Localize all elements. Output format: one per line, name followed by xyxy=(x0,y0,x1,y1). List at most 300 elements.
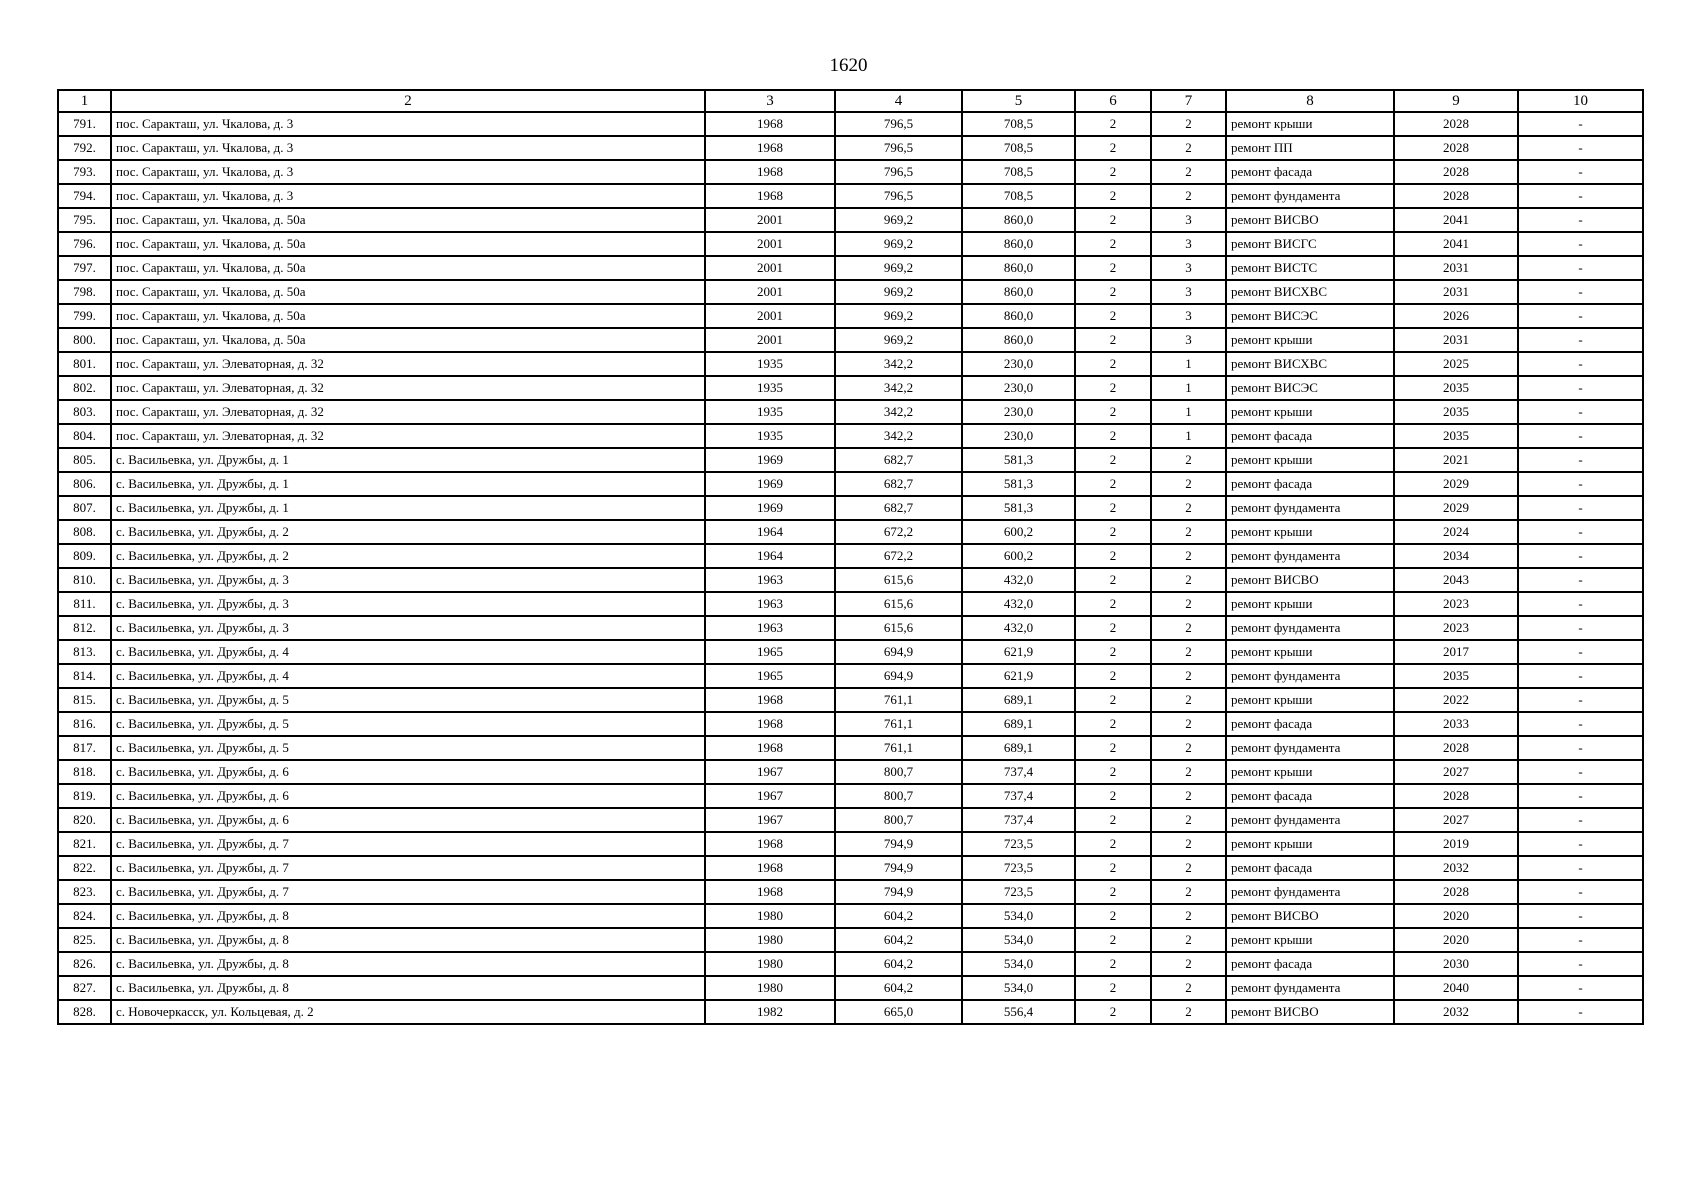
work-type-cell: ремонт ПП xyxy=(1226,136,1394,160)
year-built-cell: 1969 xyxy=(705,448,835,472)
year-built-cell: 1935 xyxy=(705,352,835,376)
living-area-cell: 534,0 xyxy=(962,904,1075,928)
note-cell: - xyxy=(1518,496,1643,520)
total-area-cell: 604,2 xyxy=(835,976,962,1000)
work-type-cell: ремонт крыши xyxy=(1226,640,1394,664)
floors-cell: 2 xyxy=(1075,232,1151,256)
floors-cell: 2 xyxy=(1075,208,1151,232)
row-number-cell: 828. xyxy=(58,1000,111,1024)
note-cell: - xyxy=(1518,928,1643,952)
note-cell: - xyxy=(1518,856,1643,880)
entrances-cell: 1 xyxy=(1151,376,1226,400)
total-area-cell: 800,7 xyxy=(835,784,962,808)
work-type-cell: ремонт ВИСВО xyxy=(1226,1000,1394,1024)
address-cell: пос. Саракташ, ул. Чкалова, д. 50а xyxy=(111,304,705,328)
total-area-cell: 969,2 xyxy=(835,280,962,304)
total-area-cell: 694,9 xyxy=(835,640,962,664)
address-cell: с. Васильевка, ул. Дружбы, д. 3 xyxy=(111,616,705,640)
address-cell: с. Новочеркасск, ул. Кольцевая, д. 2 xyxy=(111,1000,705,1024)
living-area-cell: 432,0 xyxy=(962,592,1075,616)
total-area-cell: 969,2 xyxy=(835,256,962,280)
note-cell: - xyxy=(1518,976,1643,1000)
planned-year-cell: 2032 xyxy=(1394,1000,1518,1024)
living-area-cell: 860,0 xyxy=(962,328,1075,352)
table-row xyxy=(58,520,1643,544)
work-type-cell: ремонт фундамента xyxy=(1226,616,1394,640)
total-area-cell: 342,2 xyxy=(835,400,962,424)
planned-year-cell: 2028 xyxy=(1394,136,1518,160)
entrances-cell: 3 xyxy=(1151,280,1226,304)
living-area-cell: 708,5 xyxy=(962,112,1075,136)
note-cell: - xyxy=(1518,304,1643,328)
note-cell: - xyxy=(1518,808,1643,832)
table-row xyxy=(58,472,1643,496)
address-cell: с. Васильевка, ул. Дружбы, д. 6 xyxy=(111,808,705,832)
work-type-cell: ремонт фасада xyxy=(1226,712,1394,736)
year-built-cell: 2001 xyxy=(705,232,835,256)
work-type-cell: ремонт фасада xyxy=(1226,472,1394,496)
floors-cell: 2 xyxy=(1075,352,1151,376)
living-area-cell: 534,0 xyxy=(962,928,1075,952)
total-area-cell: 800,7 xyxy=(835,760,962,784)
living-area-cell: 556,4 xyxy=(962,1000,1075,1024)
floors-cell: 2 xyxy=(1075,520,1151,544)
address-cell: с. Васильевка, ул. Дружбы, д. 8 xyxy=(111,952,705,976)
living-area-cell: 860,0 xyxy=(962,304,1075,328)
planned-year-cell: 2031 xyxy=(1394,256,1518,280)
living-area-cell: 621,9 xyxy=(962,664,1075,688)
note-cell: - xyxy=(1518,328,1643,352)
work-type-cell: ремонт крыши xyxy=(1226,760,1394,784)
total-area-cell: 665,0 xyxy=(835,1000,962,1024)
row-number-cell: 824. xyxy=(58,904,111,928)
work-type-cell: ремонт крыши xyxy=(1226,592,1394,616)
year-built-cell: 2001 xyxy=(705,328,835,352)
table-row xyxy=(58,304,1643,328)
floors-cell: 2 xyxy=(1075,760,1151,784)
address-cell: с. Васильевка, ул. Дружбы, д. 7 xyxy=(111,856,705,880)
living-area-cell: 723,5 xyxy=(962,880,1075,904)
planned-year-cell: 2032 xyxy=(1394,856,1518,880)
table-row xyxy=(58,616,1643,640)
entrances-cell: 3 xyxy=(1151,232,1226,256)
note-cell: - xyxy=(1518,424,1643,448)
living-area-cell: 860,0 xyxy=(962,280,1075,304)
total-area-cell: 694,9 xyxy=(835,664,962,688)
floors-cell: 2 xyxy=(1075,112,1151,136)
address-cell: с. Васильевка, ул. Дружбы, д. 4 xyxy=(111,640,705,664)
work-type-cell: ремонт фасада xyxy=(1226,424,1394,448)
living-area-cell: 230,0 xyxy=(962,400,1075,424)
living-area-cell: 230,0 xyxy=(962,424,1075,448)
work-type-cell: ремонт фундамента xyxy=(1226,808,1394,832)
living-area-cell: 432,0 xyxy=(962,616,1075,640)
note-cell: - xyxy=(1518,112,1643,136)
floors-cell: 2 xyxy=(1075,424,1151,448)
entrances-cell: 2 xyxy=(1151,928,1226,952)
address-cell: пос. Саракташ, ул. Чкалова, д. 3 xyxy=(111,136,705,160)
floors-cell: 2 xyxy=(1075,808,1151,832)
entrances-cell: 2 xyxy=(1151,880,1226,904)
entrances-cell: 2 xyxy=(1151,520,1226,544)
row-number-cell: 812. xyxy=(58,616,111,640)
row-number-cell: 797. xyxy=(58,256,111,280)
living-area-cell: 737,4 xyxy=(962,808,1075,832)
table-row xyxy=(58,928,1643,952)
entrances-cell: 2 xyxy=(1151,496,1226,520)
row-number-cell: 800. xyxy=(58,328,111,352)
living-area-cell: 581,3 xyxy=(962,472,1075,496)
note-cell: - xyxy=(1518,904,1643,928)
year-built-cell: 1935 xyxy=(705,424,835,448)
total-area-cell: 800,7 xyxy=(835,808,962,832)
address-cell: с. Васильевка, ул. Дружбы, д. 8 xyxy=(111,904,705,928)
work-type-cell: ремонт фундамента xyxy=(1226,184,1394,208)
row-number-cell: 802. xyxy=(58,376,111,400)
header-row xyxy=(58,90,1643,112)
living-area-cell: 689,1 xyxy=(962,712,1075,736)
planned-year-cell: 2025 xyxy=(1394,352,1518,376)
row-number-cell: 803. xyxy=(58,400,111,424)
note-cell: - xyxy=(1518,952,1643,976)
table-header xyxy=(58,90,1643,112)
planned-year-cell: 2029 xyxy=(1394,496,1518,520)
year-built-cell: 1967 xyxy=(705,760,835,784)
total-area-cell: 342,2 xyxy=(835,424,962,448)
note-cell: - xyxy=(1518,544,1643,568)
year-built-cell: 2001 xyxy=(705,280,835,304)
floors-cell: 2 xyxy=(1075,664,1151,688)
living-area-cell: 534,0 xyxy=(962,952,1075,976)
year-built-cell: 2001 xyxy=(705,208,835,232)
entrances-cell: 2 xyxy=(1151,448,1226,472)
living-area-cell: 860,0 xyxy=(962,232,1075,256)
row-number-cell: 815. xyxy=(58,688,111,712)
address-cell: пос. Саракташ, ул. Элеваторная, д. 32 xyxy=(111,400,705,424)
living-area-cell: 860,0 xyxy=(962,208,1075,232)
year-built-cell: 1969 xyxy=(705,496,835,520)
planned-year-cell: 2027 xyxy=(1394,808,1518,832)
year-built-cell: 1964 xyxy=(705,520,835,544)
planned-year-cell: 2028 xyxy=(1394,784,1518,808)
total-area-cell: 682,7 xyxy=(835,448,962,472)
row-number-cell: 826. xyxy=(58,952,111,976)
note-cell: - xyxy=(1518,208,1643,232)
year-built-cell: 2001 xyxy=(705,304,835,328)
note-cell: - xyxy=(1518,616,1643,640)
work-type-cell: ремонт фундамента xyxy=(1226,544,1394,568)
floors-cell: 2 xyxy=(1075,136,1151,160)
row-number-cell: 813. xyxy=(58,640,111,664)
work-type-cell: ремонт ВИСХВС xyxy=(1226,280,1394,304)
address-cell: с. Васильевка, ул. Дружбы, д. 1 xyxy=(111,472,705,496)
work-type-cell: ремонт фундамента xyxy=(1226,736,1394,760)
floors-cell: 2 xyxy=(1075,304,1151,328)
work-type-cell: ремонт ВИСТС xyxy=(1226,256,1394,280)
row-number-cell: 825. xyxy=(58,928,111,952)
row-number-cell: 799. xyxy=(58,304,111,328)
table-row xyxy=(58,688,1643,712)
row-number-cell: 814. xyxy=(58,664,111,688)
total-area-cell: 794,9 xyxy=(835,856,962,880)
year-built-cell: 1969 xyxy=(705,472,835,496)
planned-year-cell: 2028 xyxy=(1394,184,1518,208)
note-cell: - xyxy=(1518,736,1643,760)
address-cell: с. Васильевка, ул. Дружбы, д. 6 xyxy=(111,784,705,808)
table-row xyxy=(58,784,1643,808)
planned-year-cell: 2028 xyxy=(1394,160,1518,184)
year-built-cell: 1980 xyxy=(705,952,835,976)
work-type-cell: ремонт крыши xyxy=(1226,832,1394,856)
note-cell: - xyxy=(1518,784,1643,808)
living-area-cell: 860,0 xyxy=(962,256,1075,280)
planned-year-cell: 2021 xyxy=(1394,448,1518,472)
work-type-cell: ремонт ВИСЭС xyxy=(1226,376,1394,400)
note-cell: - xyxy=(1518,184,1643,208)
note-cell: - xyxy=(1518,640,1643,664)
year-built-cell: 2001 xyxy=(705,256,835,280)
floors-cell: 2 xyxy=(1075,1000,1151,1024)
table-row xyxy=(58,328,1643,352)
total-area-cell: 969,2 xyxy=(835,232,962,256)
floors-cell: 2 xyxy=(1075,784,1151,808)
floors-cell: 2 xyxy=(1075,928,1151,952)
note-cell: - xyxy=(1518,352,1643,376)
address-cell: пос. Саракташ, ул. Чкалова, д. 50а xyxy=(111,208,705,232)
work-type-cell: ремонт фасада xyxy=(1226,784,1394,808)
address-cell: с. Васильевка, ул. Дружбы, д. 3 xyxy=(111,592,705,616)
row-number-cell: 810. xyxy=(58,568,111,592)
table-row xyxy=(58,232,1643,256)
floors-cell: 2 xyxy=(1075,976,1151,1000)
floors-cell: 2 xyxy=(1075,400,1151,424)
address-cell: пос. Саракташ, ул. Чкалова, д. 50а xyxy=(111,256,705,280)
note-cell: - xyxy=(1518,520,1643,544)
total-area-cell: 796,5 xyxy=(835,136,962,160)
year-built-cell: 1963 xyxy=(705,616,835,640)
year-built-cell: 1980 xyxy=(705,976,835,1000)
address-cell: с. Васильевка, ул. Дружбы, д. 2 xyxy=(111,520,705,544)
entrances-cell: 2 xyxy=(1151,688,1226,712)
living-area-cell: 600,2 xyxy=(962,520,1075,544)
work-type-cell: ремонт ВИСВО xyxy=(1226,568,1394,592)
entrances-cell: 2 xyxy=(1151,952,1226,976)
planned-year-cell: 2028 xyxy=(1394,736,1518,760)
table-row xyxy=(58,664,1643,688)
living-area-cell: 230,0 xyxy=(962,352,1075,376)
table-row xyxy=(58,376,1643,400)
row-number-cell: 822. xyxy=(58,856,111,880)
table-row xyxy=(58,136,1643,160)
year-built-cell: 1968 xyxy=(705,880,835,904)
entrances-cell: 2 xyxy=(1151,712,1226,736)
work-type-cell: ремонт крыши xyxy=(1226,400,1394,424)
year-built-cell: 1935 xyxy=(705,400,835,424)
address-cell: пос. Саракташ, ул. Элеваторная, д. 32 xyxy=(111,376,705,400)
living-area-cell: 737,4 xyxy=(962,760,1075,784)
table-row xyxy=(58,880,1643,904)
entrances-cell: 2 xyxy=(1151,544,1226,568)
row-number-cell: 801. xyxy=(58,352,111,376)
year-built-cell: 1968 xyxy=(705,184,835,208)
year-built-cell: 1965 xyxy=(705,640,835,664)
address-cell: с. Васильевка, ул. Дружбы, д. 3 xyxy=(111,568,705,592)
total-area-cell: 682,7 xyxy=(835,472,962,496)
address-cell: пос. Саракташ, ул. Чкалова, д. 50а xyxy=(111,232,705,256)
year-built-cell: 1968 xyxy=(705,136,835,160)
table-row xyxy=(58,280,1643,304)
planned-year-cell: 2041 xyxy=(1394,232,1518,256)
table-row xyxy=(58,952,1643,976)
table-row xyxy=(58,832,1643,856)
work-type-cell: ремонт крыши xyxy=(1226,520,1394,544)
row-number-cell: 821. xyxy=(58,832,111,856)
planned-year-cell: 2027 xyxy=(1394,760,1518,784)
entrances-cell: 1 xyxy=(1151,352,1226,376)
entrances-cell: 3 xyxy=(1151,328,1226,352)
year-built-cell: 1967 xyxy=(705,808,835,832)
note-cell: - xyxy=(1518,400,1643,424)
table-row xyxy=(58,712,1643,736)
planned-year-cell: 2028 xyxy=(1394,880,1518,904)
total-area-cell: 796,5 xyxy=(835,184,962,208)
column-header-4: 4 xyxy=(835,90,962,112)
table-row xyxy=(58,760,1643,784)
row-number-cell: 818. xyxy=(58,760,111,784)
address-cell: пос. Саракташ, ул. Чкалова, д. 3 xyxy=(111,184,705,208)
year-built-cell: 1968 xyxy=(705,112,835,136)
work-type-cell: ремонт фасада xyxy=(1226,952,1394,976)
row-number-cell: 819. xyxy=(58,784,111,808)
year-built-cell: 1968 xyxy=(705,832,835,856)
row-number-cell: 809. xyxy=(58,544,111,568)
floors-cell: 2 xyxy=(1075,160,1151,184)
floors-cell: 2 xyxy=(1075,448,1151,472)
living-area-cell: 621,9 xyxy=(962,640,1075,664)
entrances-cell: 3 xyxy=(1151,304,1226,328)
total-area-cell: 604,2 xyxy=(835,904,962,928)
year-built-cell: 1980 xyxy=(705,904,835,928)
entrances-cell: 1 xyxy=(1151,400,1226,424)
planned-year-cell: 2035 xyxy=(1394,376,1518,400)
living-area-cell: 723,5 xyxy=(962,832,1075,856)
work-type-cell: ремонт ВИСВО xyxy=(1226,208,1394,232)
note-cell: - xyxy=(1518,472,1643,496)
total-area-cell: 682,7 xyxy=(835,496,962,520)
table-row xyxy=(58,352,1643,376)
work-type-cell: ремонт фундамента xyxy=(1226,880,1394,904)
living-area-cell: 708,5 xyxy=(962,160,1075,184)
address-cell: пос. Саракташ, ул. Чкалова, д. 50а xyxy=(111,328,705,352)
address-cell: с. Васильевка, ул. Дружбы, д. 4 xyxy=(111,664,705,688)
year-built-cell: 1963 xyxy=(705,568,835,592)
table-body xyxy=(58,112,1643,1024)
column-header-8: 8 xyxy=(1226,90,1394,112)
address-cell: с. Васильевка, ул. Дружбы, д. 1 xyxy=(111,448,705,472)
entrances-cell: 2 xyxy=(1151,112,1226,136)
entrances-cell: 3 xyxy=(1151,208,1226,232)
floors-cell: 2 xyxy=(1075,640,1151,664)
floors-cell: 2 xyxy=(1075,856,1151,880)
row-number-cell: 796. xyxy=(58,232,111,256)
total-area-cell: 761,1 xyxy=(835,688,962,712)
work-type-cell: ремонт фундамента xyxy=(1226,496,1394,520)
note-cell: - xyxy=(1518,376,1643,400)
year-built-cell: 1968 xyxy=(705,856,835,880)
entrances-cell: 2 xyxy=(1151,136,1226,160)
row-number-cell: 798. xyxy=(58,280,111,304)
planned-year-cell: 2040 xyxy=(1394,976,1518,1000)
floors-cell: 2 xyxy=(1075,592,1151,616)
column-header-10: 10 xyxy=(1518,90,1643,112)
row-number-cell: 816. xyxy=(58,712,111,736)
column-header-3: 3 xyxy=(705,90,835,112)
note-cell: - xyxy=(1518,280,1643,304)
row-number-cell: 811. xyxy=(58,592,111,616)
entrances-cell: 2 xyxy=(1151,904,1226,928)
entrances-cell: 2 xyxy=(1151,832,1226,856)
total-area-cell: 604,2 xyxy=(835,928,962,952)
housing-repair-table xyxy=(57,89,1644,1025)
total-area-cell: 761,1 xyxy=(835,712,962,736)
work-type-cell: ремонт крыши xyxy=(1226,928,1394,952)
address-cell: с. Васильевка, ул. Дружбы, д. 7 xyxy=(111,832,705,856)
floors-cell: 2 xyxy=(1075,880,1151,904)
table-row xyxy=(58,640,1643,664)
living-area-cell: 708,5 xyxy=(962,136,1075,160)
note-cell: - xyxy=(1518,712,1643,736)
note-cell: - xyxy=(1518,160,1643,184)
planned-year-cell: 2033 xyxy=(1394,712,1518,736)
living-area-cell: 708,5 xyxy=(962,184,1075,208)
work-type-cell: ремонт крыши xyxy=(1226,688,1394,712)
address-cell: пос. Саракташ, ул. Элеваторная, д. 32 xyxy=(111,424,705,448)
entrances-cell: 1 xyxy=(1151,424,1226,448)
floors-cell: 2 xyxy=(1075,832,1151,856)
work-type-cell: ремонт фундамента xyxy=(1226,976,1394,1000)
year-built-cell: 1968 xyxy=(705,688,835,712)
total-area-cell: 672,2 xyxy=(835,544,962,568)
table-row xyxy=(58,160,1643,184)
entrances-cell: 2 xyxy=(1151,184,1226,208)
entrances-cell: 2 xyxy=(1151,976,1226,1000)
column-header-6: 6 xyxy=(1075,90,1151,112)
column-header-7: 7 xyxy=(1151,90,1226,112)
row-number-cell: 805. xyxy=(58,448,111,472)
floors-cell: 2 xyxy=(1075,568,1151,592)
planned-year-cell: 2034 xyxy=(1394,544,1518,568)
note-cell: - xyxy=(1518,880,1643,904)
note-cell: - xyxy=(1518,832,1643,856)
row-number-cell: 827. xyxy=(58,976,111,1000)
note-cell: - xyxy=(1518,448,1643,472)
floors-cell: 2 xyxy=(1075,184,1151,208)
table-row xyxy=(58,856,1643,880)
living-area-cell: 600,2 xyxy=(962,544,1075,568)
address-cell: с. Васильевка, ул. Дружбы, д. 5 xyxy=(111,712,705,736)
total-area-cell: 796,5 xyxy=(835,160,962,184)
floors-cell: 2 xyxy=(1075,256,1151,280)
entrances-cell: 3 xyxy=(1151,256,1226,280)
row-number-cell: 806. xyxy=(58,472,111,496)
planned-year-cell: 2024 xyxy=(1394,520,1518,544)
work-type-cell: ремонт фундамента xyxy=(1226,664,1394,688)
floors-cell: 2 xyxy=(1075,544,1151,568)
floors-cell: 2 xyxy=(1075,616,1151,640)
entrances-cell: 2 xyxy=(1151,1000,1226,1024)
row-number-cell: 791. xyxy=(58,112,111,136)
note-cell: - xyxy=(1518,136,1643,160)
